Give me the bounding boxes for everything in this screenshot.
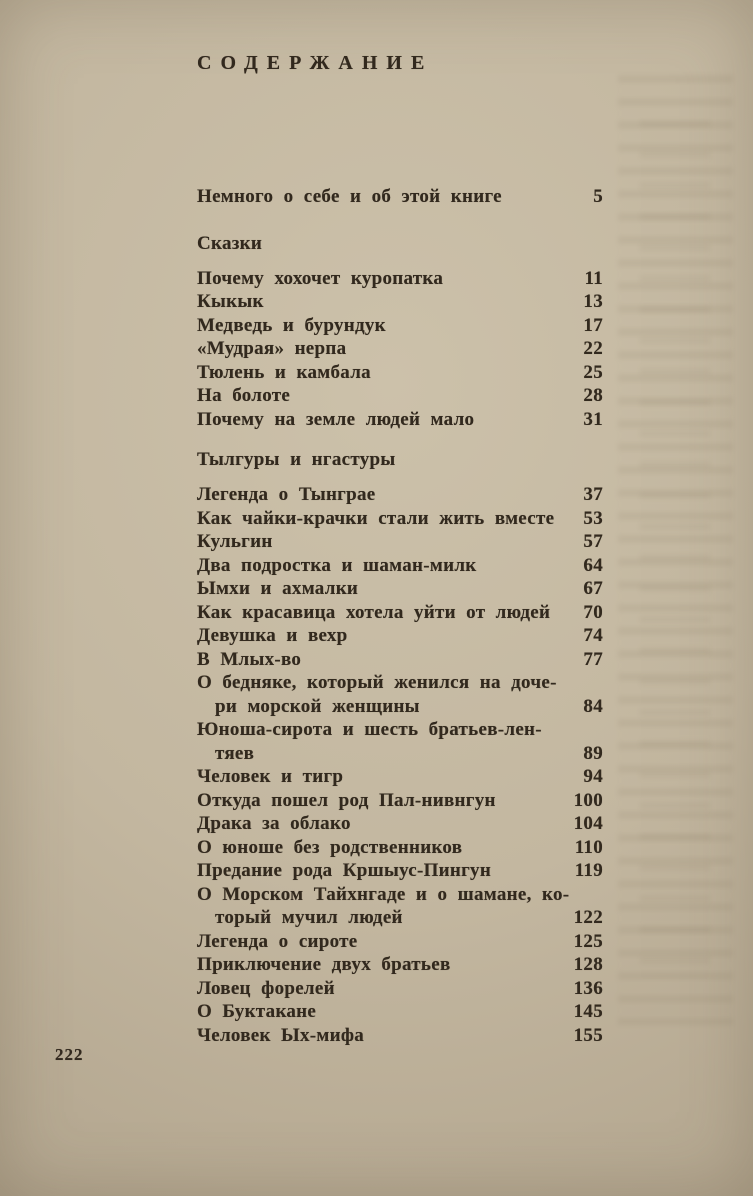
toc-entry-row [197, 859, 603, 883]
toc-entry-page: 53 [583, 507, 603, 529]
toc-entry-page: 37 [583, 484, 603, 505]
toc-entry-page: 57 [583, 531, 603, 552]
toc-entry-row [197, 408, 603, 432]
toc-entry-page: 155 [573, 1024, 603, 1046]
toc-entry-page: 100 [573, 789, 603, 811]
toc-entry-row [197, 554, 603, 578]
show-through-texture [640, 120, 710, 980]
toc-entry-title: Приключение двух братьев [197, 954, 451, 975]
toc-entry-row [197, 384, 603, 408]
toc-entry-title: Легенда о сироте [197, 930, 358, 952]
toc-entry-page: 110 [574, 836, 603, 858]
toc-entry-title: Человек и тигр [197, 766, 344, 787]
toc-entry-row [197, 267, 603, 291]
toc-entry-page: 136 [573, 977, 603, 999]
toc-entry-page: 89 [583, 742, 603, 764]
toc-entry-row [197, 836, 603, 860]
toc-entry-page: 104 [573, 813, 603, 834]
toc-entry-title: Человек Ых-мифа [197, 1024, 365, 1046]
toc-entry-row [197, 977, 603, 1001]
toc-entry-row [197, 648, 603, 672]
toc-entry-page: 119 [574, 860, 603, 881]
toc-entry-title: Кыкык [197, 291, 264, 312]
toc-entry-page: 25 [583, 361, 603, 383]
toc-entry-row [197, 695, 603, 719]
toc-entry-title: Почему хохочет куропатка [197, 267, 444, 289]
toc-entry-title: Девушка и вехр [197, 625, 348, 646]
toc-entry-row [197, 1000, 603, 1024]
toc-entry-page: 128 [573, 954, 603, 975]
toc-section-heading: Сказки [197, 232, 263, 254]
toc-entry-row [197, 742, 603, 766]
toc-entry-row [197, 624, 603, 648]
toc-entry-title: О бедняке, который женился на доче- [197, 672, 557, 693]
toc-entry-row [197, 577, 603, 601]
toc-entry-title: Как чайки-крачки стали жить вместе [197, 507, 555, 529]
toc-intro-entry [197, 185, 603, 209]
toc-entry-title: ри морской женщины [215, 695, 420, 717]
toc-section-entries [197, 267, 603, 432]
page-number: 222 [55, 1045, 84, 1064]
toc-entry-page: 94 [583, 766, 603, 787]
toc-entry-title: Предание рода Кршыус-Пингун [197, 860, 492, 881]
toc-entry-page: 28 [583, 385, 603, 406]
toc-entry-page: 13 [583, 291, 603, 312]
toc-entry-title: В Млых-во [197, 648, 302, 670]
toc-entry-page: 74 [583, 625, 603, 646]
toc-entry-page: 84 [583, 695, 603, 717]
toc-entry-page: 67 [583, 578, 603, 599]
toc-entry-page: 64 [583, 554, 603, 576]
toc-entry-page: 31 [583, 408, 603, 430]
toc-entry-title: Тюлень и камбала [197, 361, 371, 383]
toc-entry-page: 125 [573, 930, 603, 952]
toc-entry-title: Ымхи и ахмалки [197, 578, 359, 599]
toc-entry-row [197, 530, 603, 554]
toc-section [197, 232, 603, 432]
toc-entry-page: 5 [593, 186, 603, 207]
toc-entry-title: Откуда пошел род Пал-нивнгун [197, 789, 496, 811]
toc-entry-row [197, 483, 603, 507]
toc-entry-title: Кульгин [197, 531, 273, 552]
toc-entry-page: 77 [583, 648, 603, 670]
toc-entry-row [197, 185, 603, 209]
toc-entry-row [197, 601, 603, 625]
toc-entry-row [197, 883, 603, 907]
page-title: СОДЕРЖАНИЕ [197, 52, 434, 74]
toc-entry-row [197, 337, 603, 361]
toc-entry-title: Юноша-сирота и шесть братьев-лен- [197, 719, 542, 740]
toc-entry-title: Два подростка и шаман-милк [197, 554, 477, 576]
toc-entry-page: 70 [583, 601, 603, 623]
toc-entry-row [197, 507, 603, 531]
toc-entry-title: О Буктакане [197, 1001, 317, 1022]
toc-entry-page: 22 [583, 338, 603, 359]
toc-entry-page: 122 [573, 907, 603, 928]
toc-entry-row [197, 789, 603, 813]
toc-entry-row [197, 314, 603, 338]
toc-entry-row [197, 953, 603, 977]
toc-entry-row [197, 1024, 603, 1048]
toc-entry-title: «Мудрая» нерпа [197, 338, 347, 359]
toc-entry-row [197, 930, 603, 954]
toc-entry-row [197, 812, 603, 836]
toc-entry-title: О юноше без родственников [197, 836, 463, 858]
toc-entry-title: Легенда о Тынграе [197, 484, 376, 505]
toc-entry-title: Почему на земле людей мало [197, 408, 475, 430]
toc-entry-title: Как красавица хотела уйти от людей [197, 601, 551, 623]
toc-entry-row [197, 906, 603, 930]
toc-entry-title: Немного о себе и об этой книге [197, 186, 502, 207]
toc-entry-title: торый мучил людей [215, 907, 403, 928]
toc-entry-title: На болоте [197, 385, 291, 406]
toc-entry-page: 17 [583, 314, 603, 336]
toc-entry-row [197, 765, 603, 789]
toc-entry-page: 145 [573, 1001, 603, 1022]
toc-entry-page: 11 [584, 267, 603, 289]
toc-entry-row [197, 671, 603, 695]
toc-entry-title: тяев [215, 742, 255, 764]
show-through-texture [618, 75, 733, 1025]
toc-section-heading: Тылгуры и нгастуры [197, 449, 396, 470]
toc-section [197, 448, 603, 1047]
toc-entry-row [197, 361, 603, 385]
toc-sections [197, 232, 603, 1048]
toc-entry-title: Ловец форелей [197, 977, 335, 999]
toc-section-entries [197, 483, 603, 1047]
toc-entry-title: Драка за облако [197, 813, 351, 834]
toc-entry-title: Медведь и бурундук [197, 314, 386, 336]
toc-entry-title: О Морском Тайхнгаде и о шамане, ко- [197, 883, 570, 905]
toc-content-column [197, 0, 603, 1047]
toc-entry-row [197, 290, 603, 314]
toc-entry-row [197, 718, 603, 742]
